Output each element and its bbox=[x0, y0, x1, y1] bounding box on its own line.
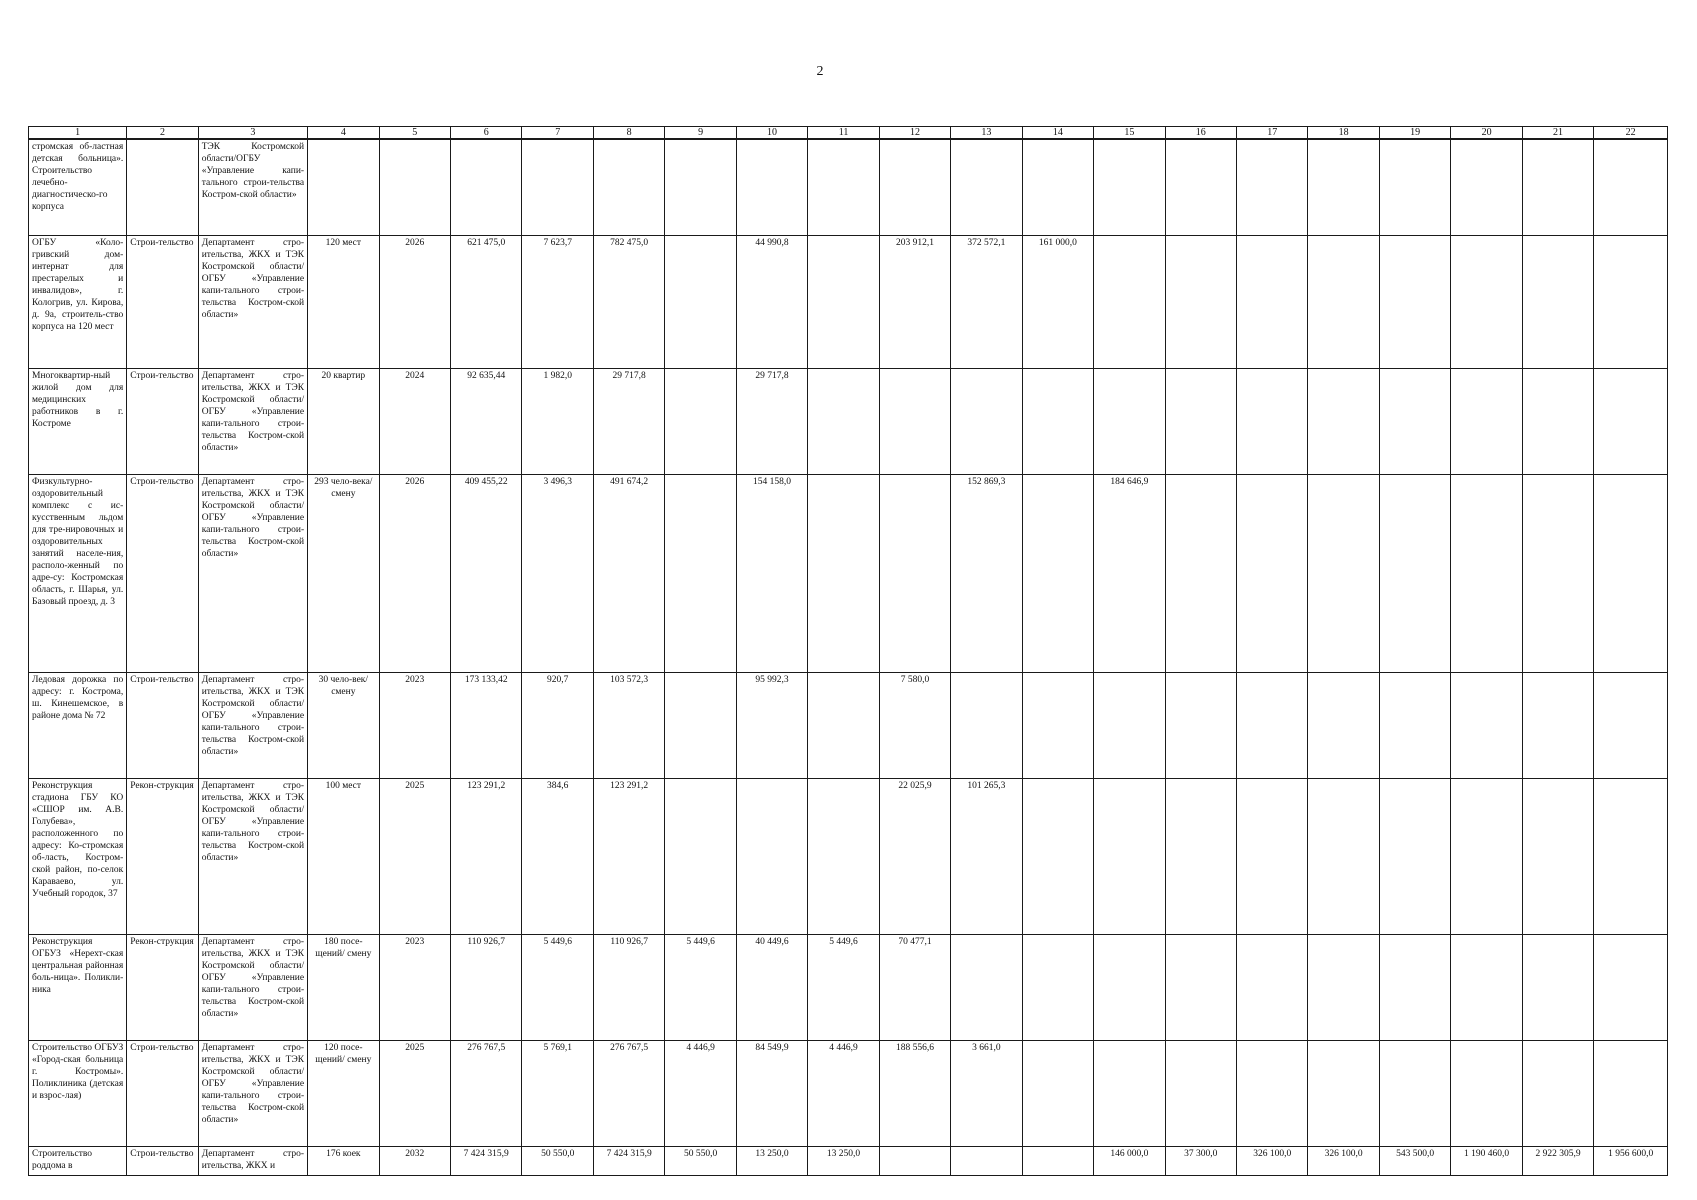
column-number-13: 13 bbox=[951, 127, 1022, 140]
table-cell-col-11 bbox=[808, 139, 879, 236]
table-cell-col-3: Департамент стро-ительства, ЖКХ и ТЭК Костромской области/ОГБУ «Управление капи-тального строи-тельства Костром-ской области» bbox=[198, 1041, 307, 1147]
table-cell-col-6: 92 635,44 bbox=[451, 369, 522, 475]
table-cell-col-8: 7 424 315,9 bbox=[593, 1147, 664, 1176]
table-cell-col-21 bbox=[1522, 673, 1593, 779]
table-row bbox=[29, 779, 1668, 935]
table-cell-col-4: 20 квартир bbox=[308, 369, 379, 475]
table-cell-col-15 bbox=[1094, 236, 1165, 369]
table-cell-col-18: 326 100,0 bbox=[1308, 1147, 1379, 1176]
table-cell-col-21 bbox=[1522, 369, 1593, 475]
table-cell-col-18 bbox=[1308, 935, 1379, 1041]
table-cell-col-4: 30 чело-век/ смену bbox=[308, 673, 379, 779]
table-cell-col-10: 95 992,3 bbox=[736, 673, 807, 779]
table-cell-col-20 bbox=[1451, 673, 1522, 779]
table-cell-col-18 bbox=[1308, 369, 1379, 475]
table-cell-col-17 bbox=[1237, 673, 1308, 779]
table-cell-col-18 bbox=[1308, 139, 1379, 236]
table-cell-col-3: ТЭК Костромской области/ОГБУ «Управление капи-тального строи-тельства Костром-ской области» bbox=[198, 139, 307, 236]
table-cell-col-10: 154 158,0 bbox=[736, 475, 807, 673]
table-cell-col-6 bbox=[451, 139, 522, 236]
table-cell-col-15 bbox=[1094, 1041, 1165, 1147]
table-cell-col-13: 3 661,0 bbox=[951, 1041, 1022, 1147]
table-cell-col-16: 37 300,0 bbox=[1165, 1147, 1236, 1176]
table-cell-col-16 bbox=[1165, 1041, 1236, 1147]
table-body bbox=[29, 139, 1668, 1176]
table-cell-col-3: Департамент стро-ительства, ЖКХ и ТЭК Костромской области/ОГБУ «Управление капи-тального строи-тельства Костром-ской области» bbox=[198, 236, 307, 369]
table-cell-col-11: 5 449,6 bbox=[808, 935, 879, 1041]
table-cell-col-3: Департамент стро-ительства, ЖКХ и ТЭК Костромской области/ОГБУ «Управление капи-тального строи-тельства Костром-ской области» bbox=[198, 369, 307, 475]
table-cell-col-12 bbox=[879, 475, 950, 673]
table-cell-col-15 bbox=[1094, 673, 1165, 779]
table-cell-col-3: Департамент стро-ительства, ЖКХ и ТЭК Костромской области/ОГБУ «Управление капи-тального строи-тельства Костром-ской области» bbox=[198, 935, 307, 1041]
table-cell-col-22 bbox=[1594, 139, 1668, 236]
table-cell-col-1: Физкультурно-оздоровительный комплекс с ис-кусственным льдом для тре-нировочных и оздоровительных занятий населе-ния, располо-женный по адре-су: Костромская область, г. Шарья, ул. Базовый проезд, д. 3 bbox=[29, 475, 127, 673]
table-cell-col-19 bbox=[1379, 475, 1450, 673]
table-cell-col-5: 2026 bbox=[379, 236, 450, 369]
table-cell-col-10: 13 250,0 bbox=[736, 1147, 807, 1176]
table-cell-col-21 bbox=[1522, 475, 1593, 673]
table-cell-col-21 bbox=[1522, 139, 1593, 236]
column-number-21: 21 bbox=[1522, 127, 1593, 140]
table-cell-col-6: 110 926,7 bbox=[451, 935, 522, 1041]
column-number-16: 16 bbox=[1165, 127, 1236, 140]
column-number-5: 5 bbox=[379, 127, 450, 140]
table-cell-col-17 bbox=[1237, 475, 1308, 673]
table-cell-col-8: 782 475,0 bbox=[593, 236, 664, 369]
table-cell-col-7: 1 982,0 bbox=[522, 369, 593, 475]
table-cell-col-16 bbox=[1165, 139, 1236, 236]
table-cell-col-21 bbox=[1522, 236, 1593, 369]
column-number-row bbox=[29, 127, 1668, 140]
table-cell-col-4: 120 мест bbox=[308, 236, 379, 369]
table-cell-col-13 bbox=[951, 139, 1022, 236]
table-cell-col-2: Строи-тельство bbox=[127, 369, 198, 475]
table-cell-col-17: 326 100,0 bbox=[1237, 1147, 1308, 1176]
table-cell-col-12 bbox=[879, 1147, 950, 1176]
table-cell-col-17 bbox=[1237, 935, 1308, 1041]
column-number-6: 6 bbox=[451, 127, 522, 140]
table-cell-col-6: 123 291,2 bbox=[451, 779, 522, 935]
table-cell-col-20 bbox=[1451, 1041, 1522, 1147]
table-cell-col-4: 100 мест bbox=[308, 779, 379, 935]
table-cell-col-4 bbox=[308, 139, 379, 236]
table-cell-col-19 bbox=[1379, 236, 1450, 369]
investment-projects-table bbox=[28, 126, 1668, 1176]
table-cell-col-4: 180 посе-щений/ смену bbox=[308, 935, 379, 1041]
table-cell-col-14 bbox=[1022, 673, 1093, 779]
table-cell-col-12: 203 912,1 bbox=[879, 236, 950, 369]
table-cell-col-1: Реконструкция ОГБУЗ «Нерехт-ская центральная районная боль-ница». Поликли-ника bbox=[29, 935, 127, 1041]
table-cell-col-15 bbox=[1094, 779, 1165, 935]
column-number-7: 7 bbox=[522, 127, 593, 140]
table-cell-col-6: 276 767,5 bbox=[451, 1041, 522, 1147]
table-cell-col-20 bbox=[1451, 369, 1522, 475]
table-cell-col-16 bbox=[1165, 236, 1236, 369]
table-cell-col-9 bbox=[665, 673, 736, 779]
table-cell-col-20 bbox=[1451, 139, 1522, 236]
table-cell-col-11: 13 250,0 bbox=[808, 1147, 879, 1176]
table-row bbox=[29, 236, 1668, 369]
table-cell-col-7: 920,7 bbox=[522, 673, 593, 779]
table-cell-col-12: 7 580,0 bbox=[879, 673, 950, 779]
table-cell-col-12: 22 025,9 bbox=[879, 779, 950, 935]
table-cell-col-20: 1 190 460,0 bbox=[1451, 1147, 1522, 1176]
column-number-2: 2 bbox=[127, 127, 198, 140]
table-cell-col-9: 5 449,6 bbox=[665, 935, 736, 1041]
table-row bbox=[29, 673, 1668, 779]
table-cell-col-2: Строи-тельство bbox=[127, 1147, 198, 1176]
table-cell-col-21 bbox=[1522, 1041, 1593, 1147]
column-number-15: 15 bbox=[1094, 127, 1165, 140]
table-cell-col-17 bbox=[1237, 236, 1308, 369]
table-row bbox=[29, 369, 1668, 475]
column-number-18: 18 bbox=[1308, 127, 1379, 140]
table-cell-col-15 bbox=[1094, 139, 1165, 236]
table-cell-col-13 bbox=[951, 673, 1022, 779]
table-cell-col-8: 276 767,5 bbox=[593, 1041, 664, 1147]
table-cell-col-16 bbox=[1165, 779, 1236, 935]
column-number-3: 3 bbox=[198, 127, 307, 140]
table-cell-col-22: 1 956 600,0 bbox=[1594, 1147, 1668, 1176]
column-number-20: 20 bbox=[1451, 127, 1522, 140]
table-cell-col-8: 103 572,3 bbox=[593, 673, 664, 779]
table-cell-col-5: 2025 bbox=[379, 779, 450, 935]
table-cell-col-17 bbox=[1237, 369, 1308, 475]
table-cell-col-9: 4 446,9 bbox=[665, 1041, 736, 1147]
table-cell-col-5: 2024 bbox=[379, 369, 450, 475]
table-cell-col-8: 491 674,2 bbox=[593, 475, 664, 673]
column-number-12: 12 bbox=[879, 127, 950, 140]
table-cell-col-7: 50 550,0 bbox=[522, 1147, 593, 1176]
table-cell-col-2: Строи-тельство bbox=[127, 475, 198, 673]
table-cell-col-19: 543 500,0 bbox=[1379, 1147, 1450, 1176]
table-cell-col-9 bbox=[665, 475, 736, 673]
table-cell-col-20 bbox=[1451, 236, 1522, 369]
table-cell-col-18 bbox=[1308, 673, 1379, 779]
table-cell-col-8: 110 926,7 bbox=[593, 935, 664, 1041]
table-cell-col-9 bbox=[665, 139, 736, 236]
table-cell-col-13 bbox=[951, 1147, 1022, 1176]
table-cell-col-11 bbox=[808, 779, 879, 935]
table-cell-col-2: Строи-тельство bbox=[127, 1041, 198, 1147]
table-cell-col-1: Реконструкция стадиона ГБУ КО «СШОР им. А.В. Голубева», расположенного по адресу: Ко-стромская об-ласть, Костром-ской район, по-селок Караваево, ул. Учебный городок, 37 bbox=[29, 779, 127, 935]
column-number-8: 8 bbox=[593, 127, 664, 140]
table-cell-col-1: Многоквартир-ный жилой дом для медицинских работников в г. Костроме bbox=[29, 369, 127, 475]
table-cell-col-8 bbox=[593, 139, 664, 236]
table-cell-col-9: 50 550,0 bbox=[665, 1147, 736, 1176]
table-cell-col-5: 2026 bbox=[379, 475, 450, 673]
table-cell-col-16 bbox=[1165, 935, 1236, 1041]
table-cell-col-2 bbox=[127, 139, 198, 236]
table-row bbox=[29, 1041, 1668, 1147]
table-cell-col-19 bbox=[1379, 139, 1450, 236]
table-cell-col-5: 2023 bbox=[379, 673, 450, 779]
table-cell-col-22 bbox=[1594, 475, 1668, 673]
table-cell-col-17 bbox=[1237, 1041, 1308, 1147]
table-cell-col-21 bbox=[1522, 779, 1593, 935]
table-cell-col-15: 184 646,9 bbox=[1094, 475, 1165, 673]
table-cell-col-20 bbox=[1451, 935, 1522, 1041]
table-cell-col-4: 120 посе-щений/ смену bbox=[308, 1041, 379, 1147]
table-cell-col-2: Строи-тельство bbox=[127, 236, 198, 369]
table-cell-col-17 bbox=[1237, 139, 1308, 236]
table-cell-col-6: 173 133,42 bbox=[451, 673, 522, 779]
table-cell-col-5: 2025 bbox=[379, 1041, 450, 1147]
column-number-10: 10 bbox=[736, 127, 807, 140]
table-cell-col-10: 84 549,9 bbox=[736, 1041, 807, 1147]
table-cell-col-14: 161 000,0 bbox=[1022, 236, 1093, 369]
column-number-4: 4 bbox=[308, 127, 379, 140]
table-cell-col-10: 29 717,8 bbox=[736, 369, 807, 475]
table-cell-col-7: 5 449,6 bbox=[522, 935, 593, 1041]
table-cell-col-11 bbox=[808, 475, 879, 673]
table-cell-col-22 bbox=[1594, 673, 1668, 779]
column-number-11: 11 bbox=[808, 127, 879, 140]
table-cell-col-8: 29 717,8 bbox=[593, 369, 664, 475]
table-cell-col-5: 2023 bbox=[379, 935, 450, 1041]
column-number-9: 9 bbox=[665, 127, 736, 140]
table-cell-col-3: Департамент стро-ительства, ЖКХ и ТЭК Костромской области/ОГБУ «Управление капи-тального строи-тельства Костром-ской области» bbox=[198, 475, 307, 673]
table-cell-col-12 bbox=[879, 369, 950, 475]
table-cell-col-22 bbox=[1594, 1041, 1668, 1147]
table-cell-col-19 bbox=[1379, 1041, 1450, 1147]
table-cell-col-1: стромская об-ластная детская больница». Строительство лечебно-диагностическо-го корпуса bbox=[29, 139, 127, 236]
page-number: 2 bbox=[816, 64, 824, 79]
table-cell-col-9 bbox=[665, 236, 736, 369]
table-cell-col-19 bbox=[1379, 369, 1450, 475]
table-cell-col-14 bbox=[1022, 139, 1093, 236]
table-cell-col-6: 621 475,0 bbox=[451, 236, 522, 369]
table-cell-col-10 bbox=[736, 139, 807, 236]
table-cell-col-6: 7 424 315,9 bbox=[451, 1147, 522, 1176]
table-cell-col-14 bbox=[1022, 1041, 1093, 1147]
table-cell-col-2: Строи-тельство bbox=[127, 673, 198, 779]
table-cell-col-9 bbox=[665, 369, 736, 475]
table-cell-col-20 bbox=[1451, 475, 1522, 673]
table-cell-col-14 bbox=[1022, 779, 1093, 935]
table-cell-col-15: 146 000,0 bbox=[1094, 1147, 1165, 1176]
table-cell-col-15 bbox=[1094, 369, 1165, 475]
table-cell-col-14 bbox=[1022, 369, 1093, 475]
table-cell-col-13 bbox=[951, 935, 1022, 1041]
table-cell-col-3: Департамент стро-ительства, ЖКХ и ТЭК Костромской области/ОГБУ «Управление капи-тального строи-тельства Костром-ской области» bbox=[198, 779, 307, 935]
column-number-22: 22 bbox=[1594, 127, 1668, 140]
table-cell-col-13 bbox=[951, 369, 1022, 475]
table-row bbox=[29, 139, 1668, 236]
table-cell-col-2: Рекон-струкция bbox=[127, 779, 198, 935]
table-cell-col-21: 2 922 305,9 bbox=[1522, 1147, 1593, 1176]
table-cell-col-18 bbox=[1308, 1041, 1379, 1147]
table-cell-col-16 bbox=[1165, 673, 1236, 779]
table-cell-col-22 bbox=[1594, 369, 1668, 475]
table-cell-col-19 bbox=[1379, 779, 1450, 935]
table-cell-col-17 bbox=[1237, 779, 1308, 935]
table-cell-col-6: 409 455,22 bbox=[451, 475, 522, 673]
table-cell-col-12: 188 556,6 bbox=[879, 1041, 950, 1147]
table-cell-col-19 bbox=[1379, 935, 1450, 1041]
table-cell-col-7 bbox=[522, 139, 593, 236]
table-cell-col-16 bbox=[1165, 369, 1236, 475]
table-cell-col-12: 70 477,1 bbox=[879, 935, 950, 1041]
column-number-14: 14 bbox=[1022, 127, 1093, 140]
table-cell-col-11: 4 446,9 bbox=[808, 1041, 879, 1147]
table-cell-col-1: Ледовая дорожка по адресу: г. Кострома, ш. Кинешемское, в районе дома № 72 bbox=[29, 673, 127, 779]
table-cell-col-15 bbox=[1094, 935, 1165, 1041]
table-cell-col-3: Департамент стро-ительства, ЖКХ и bbox=[198, 1147, 307, 1176]
column-number-1: 1 bbox=[29, 127, 127, 140]
table-row bbox=[29, 475, 1668, 673]
table-cell-col-11 bbox=[808, 673, 879, 779]
table-cell-col-11 bbox=[808, 369, 879, 475]
table-cell-col-10: 40 449,6 bbox=[736, 935, 807, 1041]
table-cell-col-7: 5 769,1 bbox=[522, 1041, 593, 1147]
table-cell-col-8: 123 291,2 bbox=[593, 779, 664, 935]
column-number-19: 19 bbox=[1379, 127, 1450, 140]
table-cell-col-19 bbox=[1379, 673, 1450, 779]
table-cell-col-13: 372 572,1 bbox=[951, 236, 1022, 369]
table-cell-col-21 bbox=[1522, 935, 1593, 1041]
table-cell-col-10 bbox=[736, 779, 807, 935]
table-cell-col-22 bbox=[1594, 935, 1668, 1041]
table-cell-col-4: 176 коек bbox=[308, 1147, 379, 1176]
table-cell-col-3: Департамент стро-ительства, ЖКХ и ТЭК Костромской области/ОГБУ «Управление капи-тального строи-тельства Костром-ской области» bbox=[198, 673, 307, 779]
table-cell-col-7: 384,6 bbox=[522, 779, 593, 935]
table-cell-col-7: 3 496,3 bbox=[522, 475, 593, 673]
table-cell-col-18 bbox=[1308, 475, 1379, 673]
table-cell-col-1: Строительство ОГБУЗ «Город-ская больница г. Костромы». Поликлиника (детская и взрос-лая) bbox=[29, 1041, 127, 1147]
table-cell-col-14 bbox=[1022, 935, 1093, 1041]
table-cell-col-22 bbox=[1594, 236, 1668, 369]
table-cell-col-20 bbox=[1451, 779, 1522, 935]
table-cell-col-22 bbox=[1594, 779, 1668, 935]
table-cell-col-5 bbox=[379, 139, 450, 236]
table-cell-col-12 bbox=[879, 139, 950, 236]
table-cell-col-5: 2032 bbox=[379, 1147, 450, 1176]
table-cell-col-9 bbox=[665, 779, 736, 935]
table-cell-col-14 bbox=[1022, 475, 1093, 673]
table-cell-col-1: ОГБУ «Коло-гривский дом-интернат для престарелых и инвалидов», г. Кологрив, ул. Кирова, д. 9а, строитель-ство корпуса на 120 мест bbox=[29, 236, 127, 369]
column-number-17: 17 bbox=[1237, 127, 1308, 140]
table-cell-col-7: 7 623,7 bbox=[522, 236, 593, 369]
table-cell-col-16 bbox=[1165, 475, 1236, 673]
table-row bbox=[29, 1147, 1668, 1176]
table-row bbox=[29, 935, 1668, 1041]
table-cell-col-13: 101 265,3 bbox=[951, 779, 1022, 935]
table-cell-col-4: 293 чело-века/ смену bbox=[308, 475, 379, 673]
table-cell-col-1: Строительство роддома в bbox=[29, 1147, 127, 1176]
table-cell-col-18 bbox=[1308, 236, 1379, 369]
table-cell-col-14 bbox=[1022, 1147, 1093, 1176]
table-cell-col-18 bbox=[1308, 779, 1379, 935]
table-cell-col-2: Рекон-струкция bbox=[127, 935, 198, 1041]
table-cell-col-11 bbox=[808, 236, 879, 369]
table-cell-col-13: 152 869,3 bbox=[951, 475, 1022, 673]
table-cell-col-10: 44 990,8 bbox=[736, 236, 807, 369]
